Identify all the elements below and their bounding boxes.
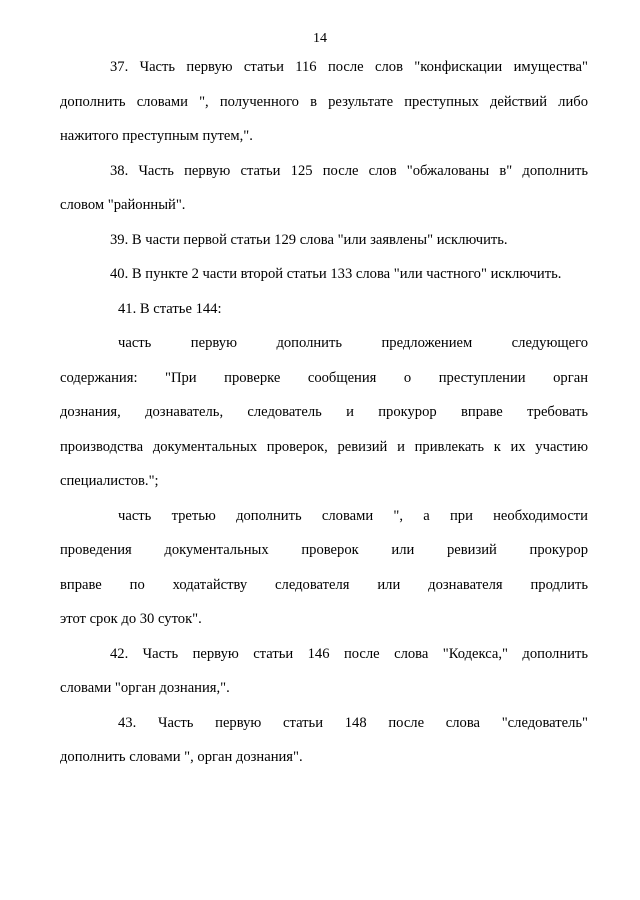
document-body xyxy=(60,50,588,775)
item-43-line-2: дополнить словами ", орган дознания". xyxy=(60,749,303,765)
item-38-line-1: 38. Часть первую статьи 125 после слов "обжалованы в" дополнить xyxy=(110,162,588,179)
item-38-line-2: словом "районный". xyxy=(60,197,186,213)
item-41-part3-line-3: вправе по ходатайству следователя или дознавателя продлить xyxy=(60,576,588,593)
item-41-part1-line-1: часть первую дополнить предложением следующего xyxy=(118,335,588,351)
item-41-part1-line-4: производства документальных проверок, ревизий и привлекать к их участию xyxy=(60,438,588,455)
item-39-line-1: 39. В части первой статьи 129 слова "или заявлены" исключить. xyxy=(110,231,508,248)
item-41-part1-line-2: содержания: "При проверке сообщения о преступлении орган xyxy=(60,369,588,386)
item-39 xyxy=(60,223,588,258)
item-40-line-1: 40. В пункте 2 части второй статьи 133 слова "или частного" исключить. xyxy=(110,266,562,282)
item-42-line-2: словами "орган дознания,". xyxy=(60,680,230,696)
item-41-part3-line-2: проведения документальных проверок или ревизий прокурор xyxy=(60,542,588,558)
item-41-part1-line-5: специалистов."; xyxy=(60,473,159,489)
item-43-line-1: 43. Часть первую статьи 148 после слова "следователь" xyxy=(118,714,588,731)
item-37-line-1: 37. Часть первую статьи 116 после слов "конфискации имущества" xyxy=(110,59,588,75)
item-40 xyxy=(60,257,588,292)
item-41-part3-line-1: часть третью дополнить словами ", а при необходимости xyxy=(118,507,588,524)
item-37-line-2: дополнить словами ", полученного в результате преступных действий либо xyxy=(60,93,588,110)
item-37 xyxy=(60,50,588,154)
item-41 xyxy=(60,292,588,637)
item-42 xyxy=(60,637,588,706)
item-38 xyxy=(60,154,588,223)
item-41-part1-line-3: дознания, дознаватель, следователь и прокурор вправе требовать xyxy=(60,404,588,420)
item-37-line-3: нажитого преступным путем,". xyxy=(60,128,253,144)
item-42-line-1: 42. Часть первую статьи 146 после слова "Кодекса," дополнить xyxy=(110,645,588,662)
item-41-heading: 41. В статье 144: xyxy=(118,300,222,317)
item-43 xyxy=(60,706,588,775)
item-41-part3-line-4: этот срок до 30 суток". xyxy=(60,611,202,627)
page-number: 14 xyxy=(313,31,327,46)
